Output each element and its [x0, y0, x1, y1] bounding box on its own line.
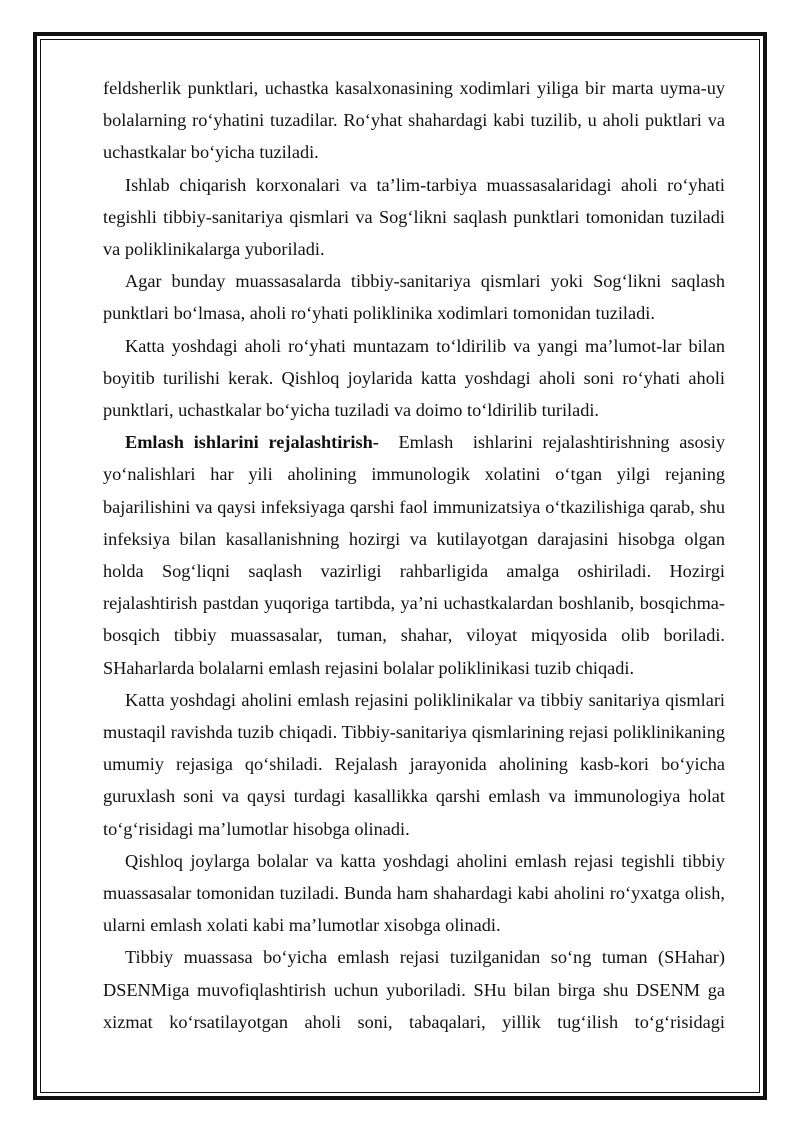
paragraph-8: [103, 941, 725, 1038]
paragraph-5-text: Emlash ishlarini rejalashtirishning asosiy yo‘nalishlari har yili aholining immunologik xolatini o‘tgan yilgi rejaning bajarilishini va qaysi infeksiyaga qarshi faol immunizatsiya o‘tkazilishiga qarab, shu infeksiya bilan kasallanishning hozirgi va kutilayotgan darajasini hisobga olgan holda Sog‘liqni saqlash vazirligi rahbarligida amalga oshiriladi. Hozirgi rejalashtirish pastdan yuqoriga tartibda, ya’ni uchastkalardan boshlanib, bosqichma-bosqich tibbiy muassasalar, tuman, shahar, viloyat miqyosida olib boriladi. SHaharlarda bolalarni emlash rejasini bolalar poliklinikasi tuzib chiqadi.: [103, 432, 730, 678]
paragraph-2-text: Ishlab chiqarish korxonalari va ta’lim-tarbiya muassasalaridagi aholi ro‘yhati tegishli tibbiy-sanitariya qismlari va Sog‘likni saqlash punktlari tomonidan tuziladi va poliklinikalarga yuboriladi.: [103, 174, 725, 260]
document-body: [103, 72, 730, 1038]
paragraph-3: [103, 265, 725, 329]
paragraph-3-text: Agar bunday muassasalarda tibbiy-sanitariya qismlari yoki Sog‘likni saqlash punktlari bo‘lmasa, aholi ro‘yhati poliklinika xodimlari tomonidan tuziladi.: [103, 271, 725, 324]
paragraph-6-text: Katta yoshdagi aholini emlash rejasini poliklinikalar va tibbiy sanitariya qismlari mustaqil ravishda tuzib chiqadi. Tibbiy-sanitariya qismlarining rejasi poliklinikaning umumiy rejasiga qo‘shiladi. Rejalash jarayonida aholining kasb-kori bo‘yicha guruxlash soni va qaysi turdagi kasallikka qarshi emlash va immunologiya holat to‘g‘risidagi ma’lumotlar hisobga olinadi.: [103, 689, 725, 839]
paragraph-1-text: feldsherlik punktlari, uchastka kasalxonasining xodimlari yiliga bir marta uyma-uy bolalarning ro‘yhatini tuzadilar. Ro‘yhat shahardagi kabi tuzilib, u aholi puktlari va uchastkalar bo‘yicha tuziladi.: [103, 78, 725, 163]
paragraph-7: [103, 845, 725, 942]
paragraph-7-text: Qishloq joylarga bolalar va katta yoshdagi aholini emlash rejasi tegishli tibbiy muassasalar tomonidan tuziladi. Bunda ham shahardagi kabi aholini ro‘yxatga olish, ularni emlash xolati kabi ma’lumotlar xisobga olinadi.: [103, 850, 725, 936]
section-heading-vaccination-planning: Emlash ishlarini rejalashtirish-: [125, 432, 379, 453]
paragraph-6: [103, 684, 725, 845]
paragraph-4: [103, 330, 725, 427]
paragraph-8-text: Tibbiy muassasa bo‘yicha emlash rejasi tuzilganidan so‘ng tuman (SHahar) DSENMiga muvofiqlashtirish uchun yuboriladi. SHu bilan birga shu DSENM ga xizmat ko‘rsatilayotgan aholi soni, tabaqalari, yillik tug‘ilish to‘g‘risidagi: [103, 947, 725, 1032]
paragraph-1: [103, 72, 725, 169]
paragraph-2: [103, 169, 725, 266]
paragraph-4-text: Katta yoshdagi aholi ro‘yhati muntazam to‘ldirilib va yangi ma’lumot-lar bilan boyitib turilishi kerak. Qishloq joylarida katta yoshdagi aholi soni ro‘yhati aholi punktlari, uchastkalar bo‘yicha tuziladi va doimo to‘ldirilib turiladi.: [103, 335, 725, 421]
paragraph-5: [103, 426, 730, 684]
